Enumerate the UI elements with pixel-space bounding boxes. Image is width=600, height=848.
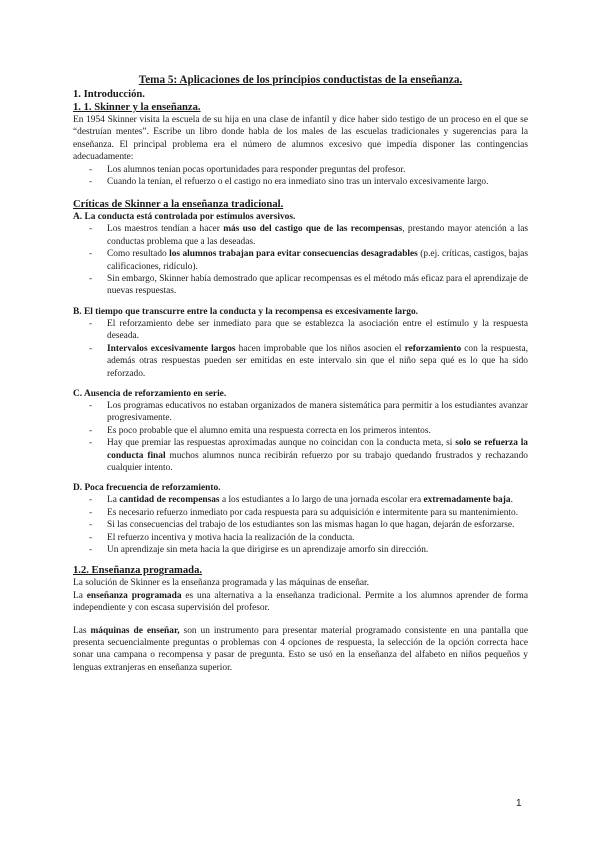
section-1-2-paragraph-1: La solución de Skinner es la enseñanza programada y las máquinas de enseñar. — [73, 578, 369, 589]
section-1-1-paragraph: En 1954 Skinner visita la escuela de su hija en una clase de infantil y dice haber sido testigo de un proceso en el que se “destruían mentes”. Escribe un libro donde habla de los males de las escuelas tradicionales y sugerencias para la enseñanza. El principal problema era el número de alumnos excesivo que impedía disponer las contingencias adecuadamente: — [73, 115, 528, 163]
subsection-b-heading: B. El tiempo que transcurre entre la conducta y la recompensa es excesivamente largo. — [73, 306, 418, 317]
subsection-d-heading: D. Poca frecuencia de reforzamiento. — [73, 483, 221, 494]
list-item: - Los alumnos tenían pocas oportunidades para responder preguntas del profesor. — [73, 164, 528, 176]
section-title: Enseñanza programada. — [91, 565, 203, 577]
list-item: - Los programas educativos no estaban organizados de manera sistemática para permitir a los estudiantes avanzar progresivamente. — [73, 400, 528, 425]
subsection-c-heading: C. Ausencia de reforzamiento en serie. — [73, 388, 227, 399]
list-item: - Cuando la tenían, el refuerzo o el castigo no era inmediato sino tras un intervalo excesivamente largo. — [73, 176, 528, 188]
subsection-a-heading: A. La conducta está controlada por estímulos aversivos. — [73, 212, 296, 223]
section-number: 1.2. — [73, 565, 89, 577]
section-number: 1. 1. — [73, 102, 92, 113]
list-item: - El refuerzo incentiva y motiva hacia la realización de la conducta. — [73, 532, 528, 544]
section-1-2-paragraph-3: Las máquinas de enseñar, son un instrumento para presentar material programado consistente en una pantalla que presenta secuencialmente preguntas o problemas con 4 opciones de respuesta, la selección de la opción correcta hace sonar una campana o recompensa y pasar de pregunta. Esto se usó en la enseñanza del alfabeto en niños pequeños y lenguas extranjeras en enseñanza superior. — [73, 625, 528, 673]
list-item: - Como resultado los alumnos trabajan para evitar consecuencias desagradables (p.ej. críticas, castigos, bajas calificaciones, ridículo). — [73, 248, 528, 273]
list-item: - La cantidad de recompensas a los estudiantes a lo largo de una jornada escolar era extremadamente baja. — [73, 494, 528, 506]
list-item: - Si las consecuencias del trabajo de los estudiantes son las mismas hagan lo que hagan, dejarán de esforzarse. — [73, 519, 528, 531]
section-1-2-heading — [73, 564, 528, 577]
page-number: 1 — [516, 798, 522, 809]
list-item: - Es poco probable que el alumno emita una respuesta correcta en los primeros intentos. — [73, 425, 528, 437]
document-page — [73, 73, 528, 674]
list-item: - Hay que premiar las respuestas aproximadas aunque no coincidan con la conducta meta, si solo se refuerza la conducta final muchos alumnos nunca recibirán refuerzo por su trabajo quedando frustrados y rechazando cualquier intento. — [73, 437, 528, 474]
list-item: - El reforzamiento debe ser inmediato para que se establezca la asociación entre el estímulo y la respuesta deseada. — [73, 318, 528, 343]
subsection-c-list — [73, 400, 528, 474]
list-item: - Los maestros tendían a hacer más uso del castigo que de las recompensas, prestando mayor atención a las conductas problema que a las deseadas. — [73, 223, 528, 248]
criticas-heading: Críticas de Skinner a la enseñanza tradicional. — [73, 199, 284, 211]
list-item: - Es necesario refuerzo inmediato por cada respuesta para su adquisición e intermitente para su mantenimiento. — [73, 507, 528, 519]
subsection-d-list — [73, 494, 528, 556]
subsection-a-list — [73, 223, 528, 297]
list-item: - Un aprendizaje sin meta hacia la que dirigirse es un aprendizaje amorfo sin dirección. — [73, 544, 528, 556]
list-item: - Sin embargo, Skinner había demostrado que aplicar recompensas es el método más eficaz para el aprendizaje de nuevas respuestas. — [73, 273, 528, 298]
section-1-1-list — [73, 164, 528, 189]
section-title: Skinner y la enseñanza. — [94, 102, 201, 113]
list-item: - Intervalos excesivamente largos hacen improbable que los niños asocien el reforzamiento con la respuesta, además otras respuestas pueden ser emitidas en este intervalo sin que el niño sepa qué es lo que ha sido reforzado. — [73, 343, 528, 380]
page-title: Tema 5: Aplicaciones de los principios conductistas de la enseñanza. — [138, 74, 463, 86]
section-1-2-paragraph-2: La enseñanza programada es una alternativa a la enseñanza tradicional. Permite a los alumnos aprender de forma independiente y con escasa supervisión del profesor. — [73, 590, 528, 614]
section-1-1-heading — [73, 101, 528, 114]
subsection-b-list — [73, 318, 528, 380]
intro-heading: 1. Introducción. — [73, 89, 145, 100]
